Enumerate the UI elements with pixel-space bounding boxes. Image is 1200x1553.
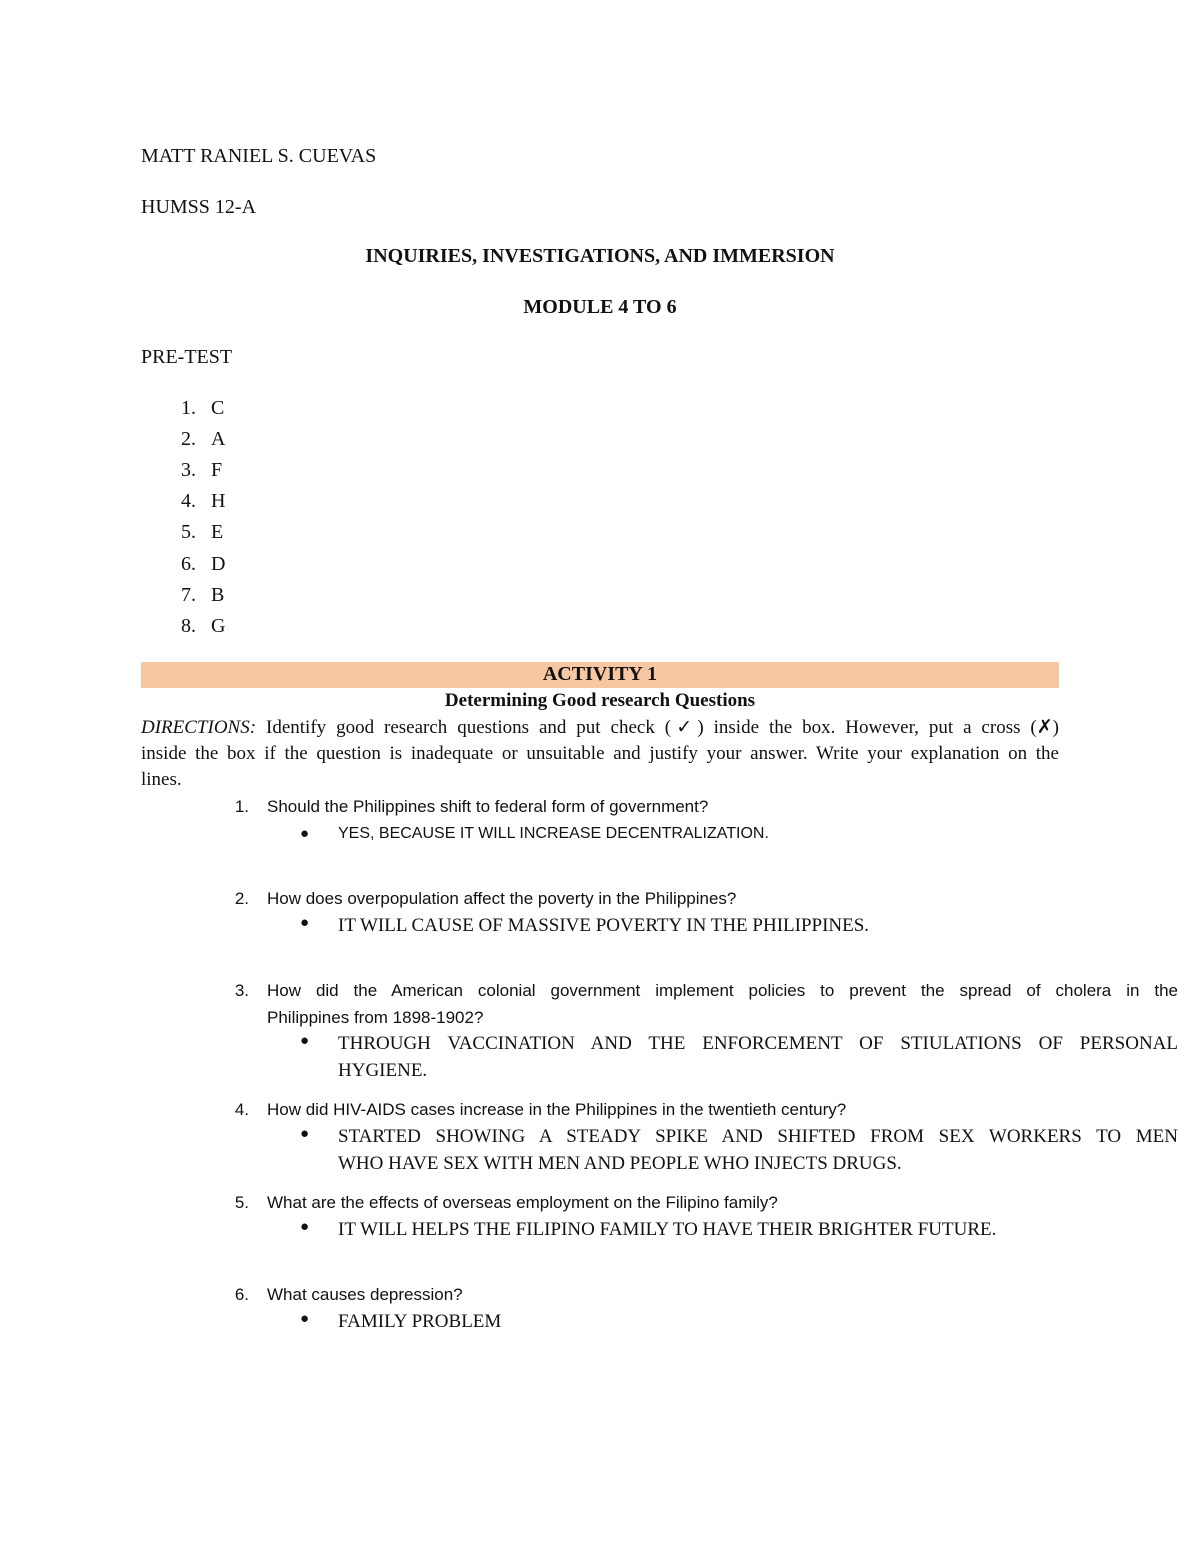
- question-number: 5.: [234, 1193, 249, 1212]
- question-row: [0, 797, 1200, 821]
- bullet-icon: ●: [300, 1126, 310, 1142]
- item-answer: B: [211, 584, 225, 606]
- question-row: [0, 889, 1200, 913]
- directions-text: Identify good research questions and put check (✓) inside the box. However, put a cross (✗): [266, 717, 1059, 738]
- answer-text-continued: WHO HAVE SEX WITH MEN AND PEOPLE WHO INJECTS DRUGS.: [338, 1153, 902, 1174]
- question-text-continued: Philippines from 1898-1902?: [267, 1008, 484, 1027]
- item-number: 3.: [181, 459, 196, 481]
- item-number: 5.: [181, 521, 196, 543]
- question-text: How did HIV-AIDS cases increase in the Philippines in the twentieth century?: [267, 1100, 847, 1119]
- question-text: Should the Philippines shift to federal form of government?: [267, 797, 709, 816]
- item-answer: A: [211, 428, 226, 450]
- answer-text: IT WILL HELPS THE FILIPINO FAMILY TO HAVE THEIR BRIGHTER FUTURE.: [338, 1219, 997, 1240]
- item-number: 6.: [181, 553, 196, 575]
- list-item: [0, 428, 400, 454]
- student-section: HUMSS 12-A: [141, 196, 257, 218]
- item-number: 7.: [181, 584, 196, 606]
- bullet-icon: ●: [300, 825, 310, 842]
- answer-row: [0, 1033, 1200, 1057]
- bullet-icon: ●: [300, 915, 310, 931]
- document-title: INQUIRIES, INVESTIGATIONS, AND IMMERSION: [365, 245, 835, 267]
- answer-text: YES, BECAUSE IT WILL INCREASE DECENTRALIZATION.: [338, 825, 769, 842]
- item-number: 4.: [181, 490, 196, 512]
- question-row: [0, 1100, 1200, 1124]
- answer-text: STARTED SHOWING A STEADY SPIKE AND SHIFTED FROM SEX WORKERS TO MEN: [338, 1126, 1178, 1147]
- activity-subtitle: Determining Good research Questions: [444, 690, 756, 711]
- question-text: How does overpopulation affect the poverty in the Philippines?: [267, 889, 737, 908]
- question-number: 4.: [234, 1100, 249, 1119]
- item-answer: D: [211, 553, 226, 575]
- answer-row: [0, 915, 1200, 939]
- pretest-heading: PRE-TEST: [141, 346, 233, 368]
- list-item: [0, 521, 400, 547]
- answer-text: THROUGH VACCINATION AND THE ENFORCEMENT OF STIULATIONS OF PERSONAL: [338, 1033, 1178, 1054]
- bullet-icon: ●: [300, 1311, 310, 1327]
- answer-text-continued: HYGIENE.: [338, 1060, 428, 1081]
- item-answer: G: [211, 615, 226, 637]
- question-number: 3.: [234, 981, 249, 1000]
- answer-row: [0, 1126, 1200, 1150]
- item-answer: C: [211, 397, 225, 419]
- question-number: 1.: [234, 797, 249, 816]
- item-number: 8.: [181, 615, 196, 637]
- item-answer: H: [211, 490, 226, 512]
- question-row: [0, 1285, 1200, 1309]
- question-number: 6.: [234, 1285, 249, 1304]
- directions-line-2: inside the box if the question is inadequate or unsuitable and justify your answer. Write your explanation on the: [141, 743, 1059, 764]
- activity-title: ACTIVITY 1: [542, 663, 658, 685]
- answer-row: [0, 825, 1200, 849]
- question-text: What causes depression?: [267, 1285, 463, 1304]
- student-name: MATT RANIEL S. CUEVAS: [141, 145, 377, 167]
- answer-text: IT WILL CAUSE OF MASSIVE POVERTY IN THE PHILIPPINES.: [338, 915, 870, 936]
- question-row: [0, 1193, 1200, 1217]
- list-item: [0, 553, 400, 579]
- item-answer: E: [211, 521, 224, 543]
- question-row: [0, 981, 1200, 1005]
- item-number: 1.: [181, 397, 196, 419]
- directions-line-3: lines.: [141, 769, 182, 790]
- question-number: 2.: [234, 889, 249, 908]
- list-item: [0, 584, 400, 610]
- list-item: [0, 490, 400, 516]
- list-item: [0, 615, 400, 641]
- bullet-icon: ●: [300, 1219, 310, 1235]
- answer-text: FAMILY PROBLEM: [338, 1311, 502, 1332]
- directions-line-1: [141, 716, 1059, 739]
- question-text: How did the American colonial government implement policies to prevent the spread of cholera in the: [267, 981, 1178, 1000]
- answer-row: [0, 1311, 1200, 1335]
- item-number: 2.: [181, 428, 196, 450]
- module-label: MODULE 4 TO 6: [523, 296, 677, 318]
- item-answer: F: [211, 459, 223, 481]
- list-item: [0, 459, 400, 485]
- question-text: What are the effects of overseas employment on the Filipino family?: [267, 1193, 778, 1212]
- bullet-icon: ●: [300, 1033, 310, 1049]
- list-item: [0, 397, 400, 423]
- answer-row: [0, 1219, 1200, 1243]
- directions-label: DIRECTIONS:: [141, 717, 257, 738]
